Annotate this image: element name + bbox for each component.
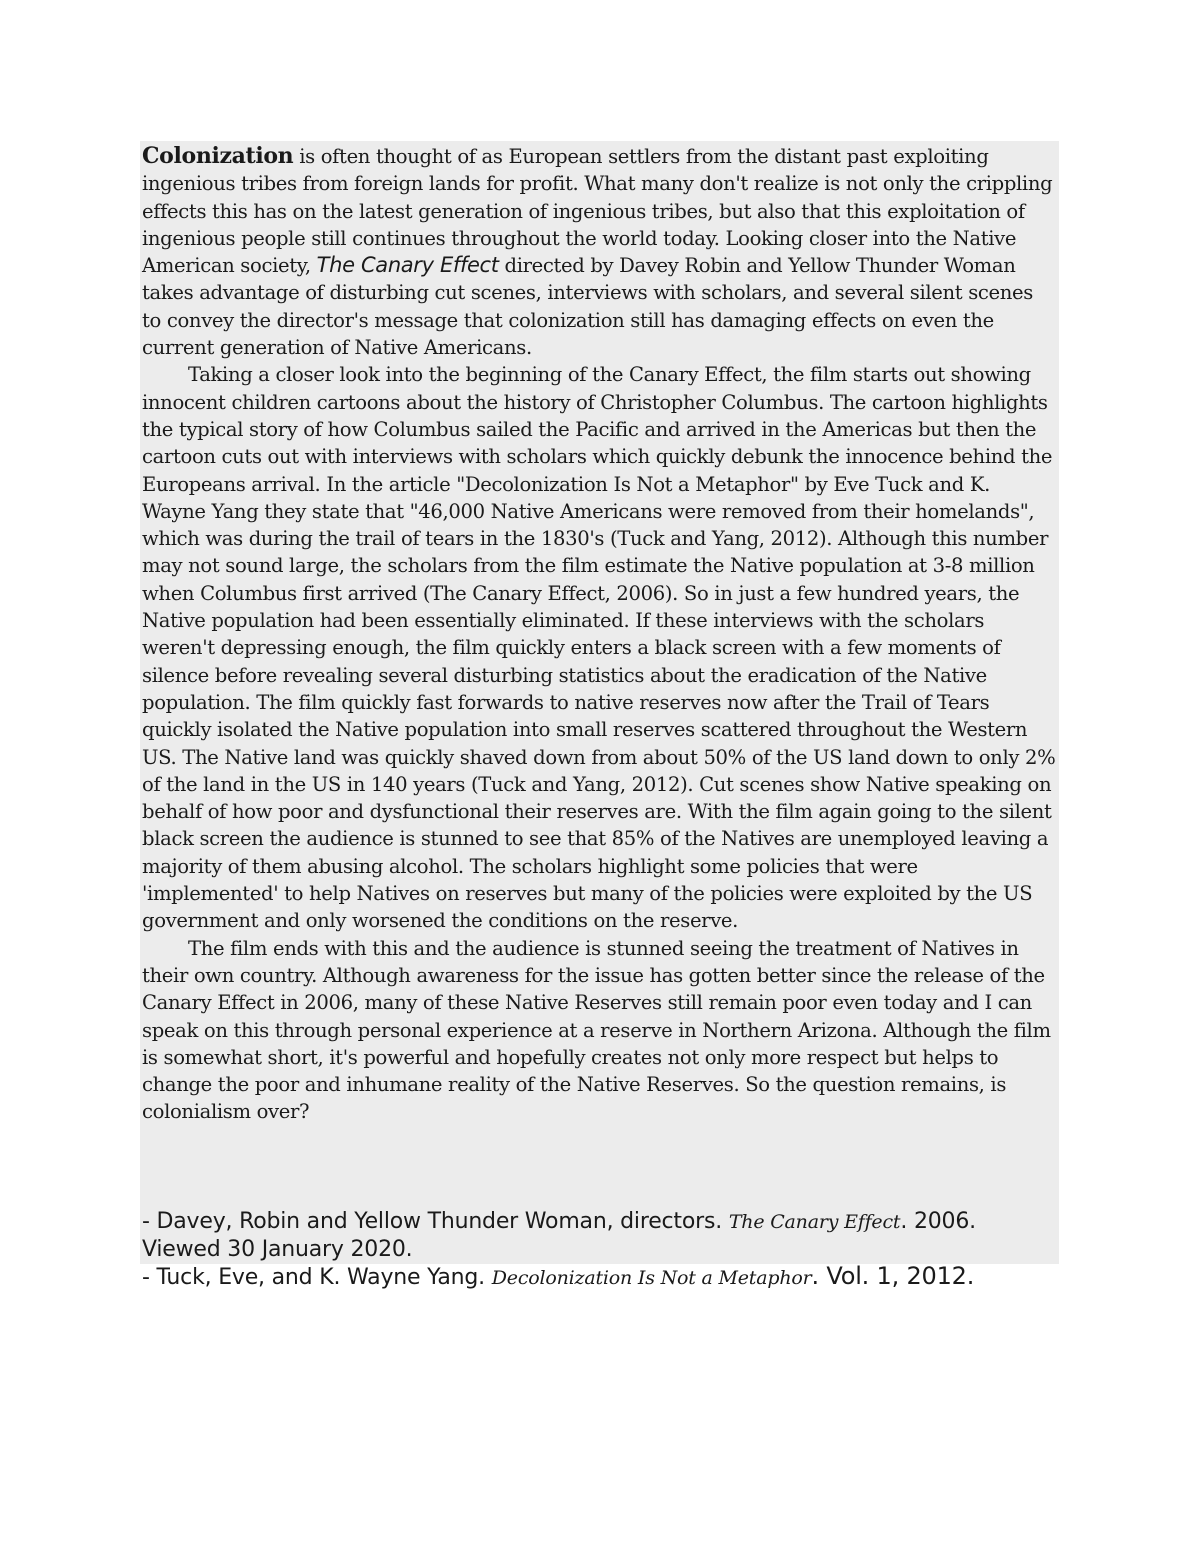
spacer [142, 1126, 1057, 1208]
reference-2-title: Decolonization Is Not a Metaphor [491, 1266, 812, 1289]
paragraph-3: The film ends with this and the audience is stunned seeing the treatment of Natives in their own country. Although awareness for the issue has gotten better since the release of the Canary Effect in 2006, many of these Native Reserves still remain poor even today and I can speak on this through personal experience at a reserve in Northern Arizona. Although the film is somewhat short, it's powerful and hopefully creates not only more respect but helps to change the poor and inhumane reality of the Native Reserves. So the question remains, is colonialism over? [142, 936, 1051, 1124]
reference-1-title: The Canary Effect [728, 1210, 901, 1233]
lead-term: Colonization [142, 143, 294, 169]
reference-item [142, 1263, 1057, 1292]
paragraph-1-text-a: is often thought of as European settlers from the distant past exploiting ingenious tribes from foreign lands for profit. What many don't realize is not only the crippling effects this has on the latest generation of ingenious tribes, but also that this exploitation of ingenious people still continues throughout the world today. Looking closer into the Native American society, [142, 145, 1053, 278]
reference-1-suffix: . 2006. Viewed 30 January 2020. [142, 1208, 976, 1262]
film-title: The Canary Effect [316, 253, 499, 278]
reference-1-prefix: - Davey, Robin and Yellow Thunder Woman, directors. [142, 1208, 729, 1234]
essay-text-block [140, 141, 1059, 1290]
reference-item [142, 1208, 1057, 1263]
references-list [142, 1208, 1057, 1292]
paragraph-1 [142, 143, 1057, 361]
reference-2-prefix: - Tuck, Eve, and K. Wayne Yang. [142, 1264, 492, 1290]
paragraph-1-text-b: directed by Davey Robin and Yellow Thunder Woman takes advantage of disturbing cut scenes, interviews with scholars, and several silent scenes to convey the director's message that colonization still has damaging effects on even the current generation of Native Americans. [142, 254, 1033, 360]
reference-2-suffix: . Vol. 1, 2012. [811, 1261, 975, 1290]
paragraph-2: Taking a closer look into the beginning of the Canary Effect, the film starts out showing innocent children cartoons about the history of Christopher Columbus. The cartoon highlights the typical story of how Columbus sailed the Pacific and arrived in the Americas but then the cartoon cuts out with interviews with scholars which quickly debunk the innocence behind the Europeans arrival. In the article "Decolonization Is Not a Metaphor" by Eve Tuck and K. Wayne Yang they state that "46,000 Native Americans were removed from their homelands", which was during the trail of tears in the 1830's (Tuck and Yang, 2012). Although this number may not sound large, the scholars from the film estimate the Native population at 3-8 million when Columbus first arrived (The Canary Effect, 2006). So in just a few hundred years, the Native population had been essentially eliminated. If these interviews with the scholars weren't depressing enough, the film quickly enters a black screen with a few moments of silence before revealing several disturbing statistics about the eradication of the Native population. The film quickly fast forwards to native reserves now after the Trail of Tears quickly isolated the Native population into small reserves scattered throughout the Western US. The Native land was quickly shaved down from about 50% of the US land down to only 2% of the land in the US in 140 years (Tuck and Yang, 2012). Cut scenes show Native speaking on behalf of how poor and dysfunctional their reserves are. With the film again going to the silent black screen the audience is stunned to see that 85% of the Natives are unemployed leaving a majority of them abusing alcohol. The scholars highlight some policies that were 'implemented' to help Natives on reserves but many of the policies were exploited by the US government and only worsened the conditions on the reserve. [142, 363, 1056, 933]
